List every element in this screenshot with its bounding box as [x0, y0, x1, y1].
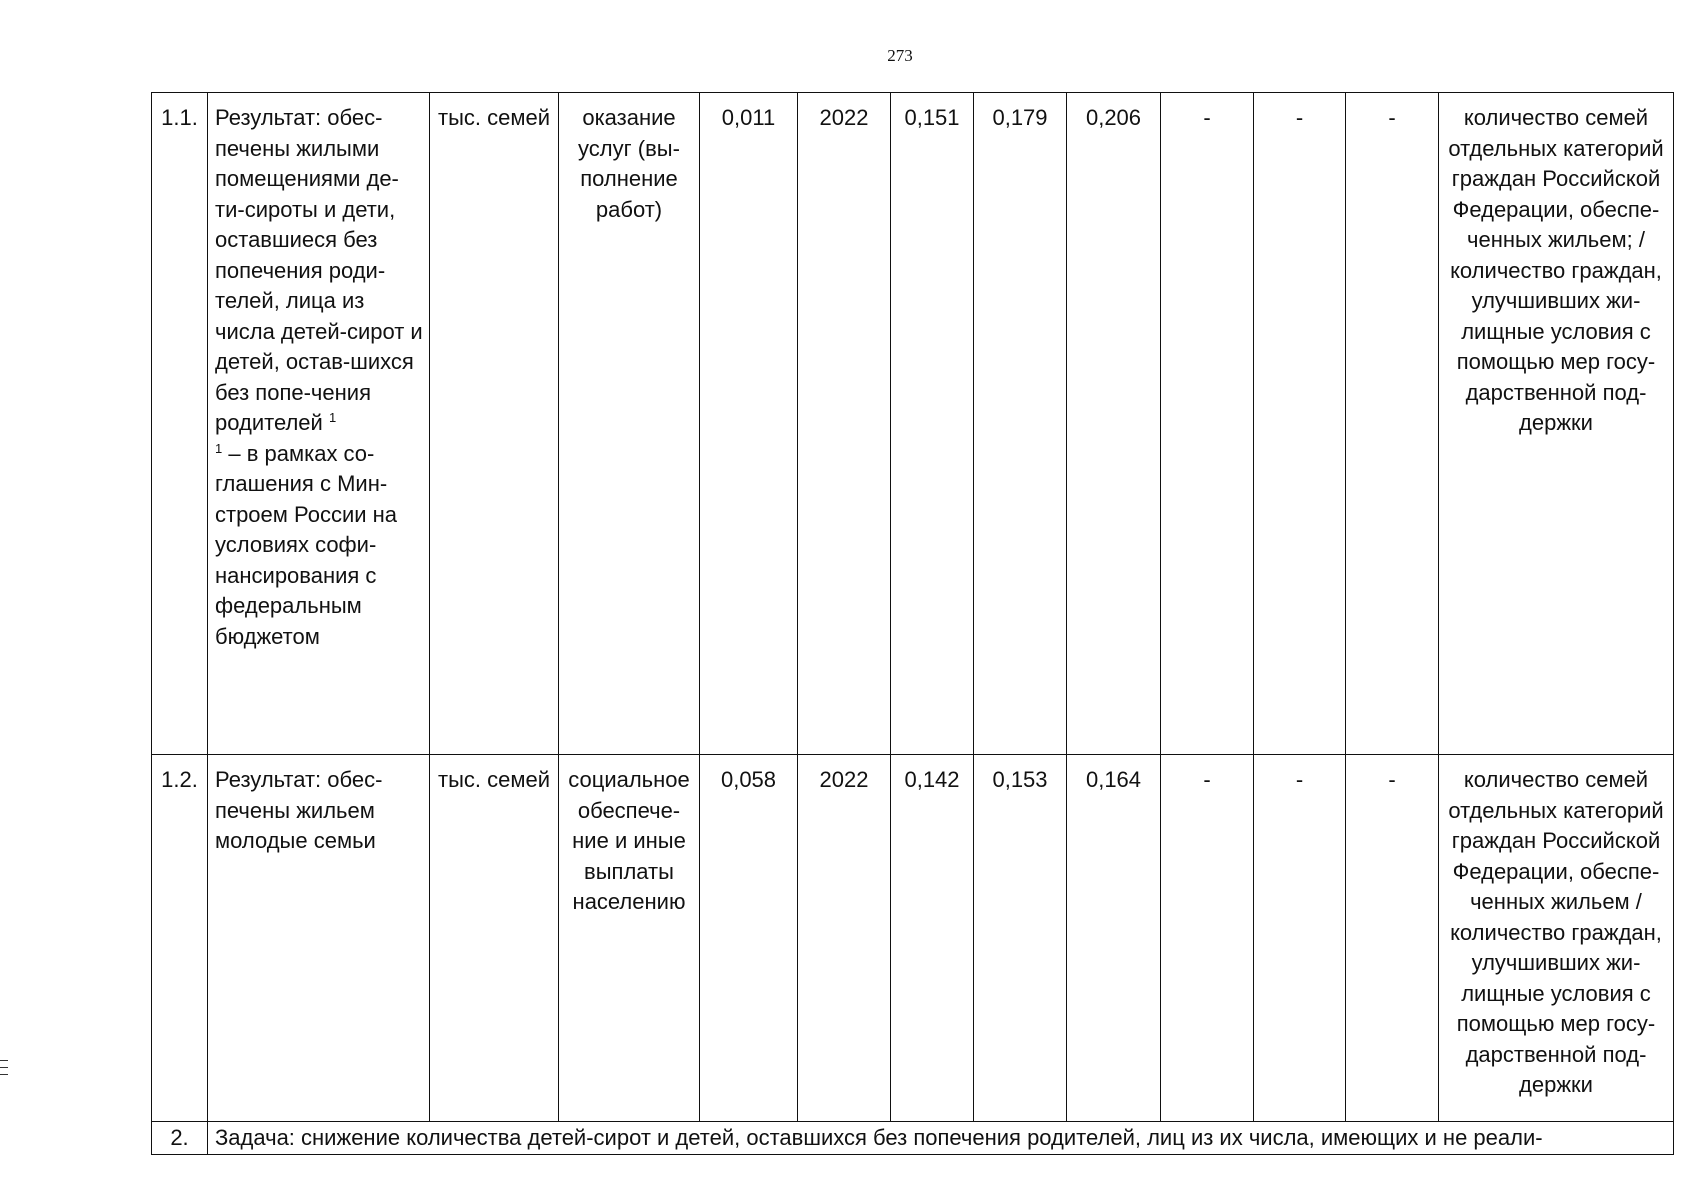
margin-tick	[0, 1060, 8, 1061]
value-cell: 0,153	[974, 755, 1067, 1122]
base-year-cell: 2022	[798, 755, 891, 1122]
value-cell: 0,179	[974, 93, 1067, 755]
value-cell: 0,142	[891, 755, 974, 1122]
margin-tick	[0, 1067, 8, 1068]
value-cell: 0,151	[891, 93, 974, 755]
type-cell: оказание услуг (вы-полнение работ)	[559, 93, 700, 755]
row-index: 1.2.	[152, 755, 208, 1122]
base-year-cell: 2022	[798, 93, 891, 755]
value-cell: -	[1254, 755, 1346, 1122]
value-cell: -	[1346, 93, 1439, 755]
value-cell: 0,164	[1067, 755, 1161, 1122]
table-row	[152, 755, 1674, 1122]
result-name-continued: – в рамках со-глашения с Мин-строем России на условиях софи-нансирования с федеральным бюджетом	[215, 440, 398, 649]
value-cell: -	[1346, 755, 1439, 1122]
unit-cell: тыс. семей	[430, 93, 559, 755]
value-cell: 0,206	[1067, 93, 1161, 755]
base-value-cell: 0,058	[700, 755, 798, 1122]
type-cell: социальное обеспече-ние и иные выплаты населению	[559, 755, 700, 1122]
footnote-mark: 1	[328, 410, 337, 425]
unit-cell: тыс. семей	[430, 755, 559, 1122]
footnote-mark-repeat: 1	[215, 440, 223, 456]
base-value-cell: 0,011	[700, 93, 798, 755]
value-cell: -	[1254, 93, 1346, 755]
task-text: Задача: снижение количества детей-сирот и детей, оставшихся без попечения родителей, лиц из их числа, имеющих и не реали-	[208, 1122, 1674, 1155]
row-index: 2.	[152, 1122, 208, 1155]
value-cell: -	[1161, 755, 1254, 1122]
page-number: 273	[887, 46, 913, 65]
results-table	[151, 92, 1674, 1155]
result-name: Результат: обес-печены жильем молодые семьи	[208, 755, 430, 1122]
result-name: Результат: обес-печены жилыми помещениями де-ти-сироты и дети, оставшиеся без попечения роди-телей, лица из числа детей-сирот и детей, остав-шихся без попе-чения родителей	[215, 105, 423, 435]
table-row	[152, 93, 1674, 755]
row-index: 1.1.	[152, 93, 208, 755]
value-cell: -	[1161, 93, 1254, 755]
result-name-cell	[208, 93, 430, 755]
table-row	[152, 1122, 1674, 1155]
indicator-cell: количество семей отдельных категорий граждан Российской Федерации, обеспе-ченных жильем; / количество граждан, улучшивших жи-лищные условия с помощью мер госу-дарственной под-держки	[1439, 93, 1674, 755]
margin-tick	[0, 1074, 8, 1075]
margin-marks	[0, 1060, 10, 1081]
indicator-cell: количество семей отдельных категорий граждан Российской Федерации, обеспе-ченных жильем / количество граждан, улучшивших жи-лищные условия с помощью мер госу-дарственной под-держки	[1439, 755, 1674, 1122]
